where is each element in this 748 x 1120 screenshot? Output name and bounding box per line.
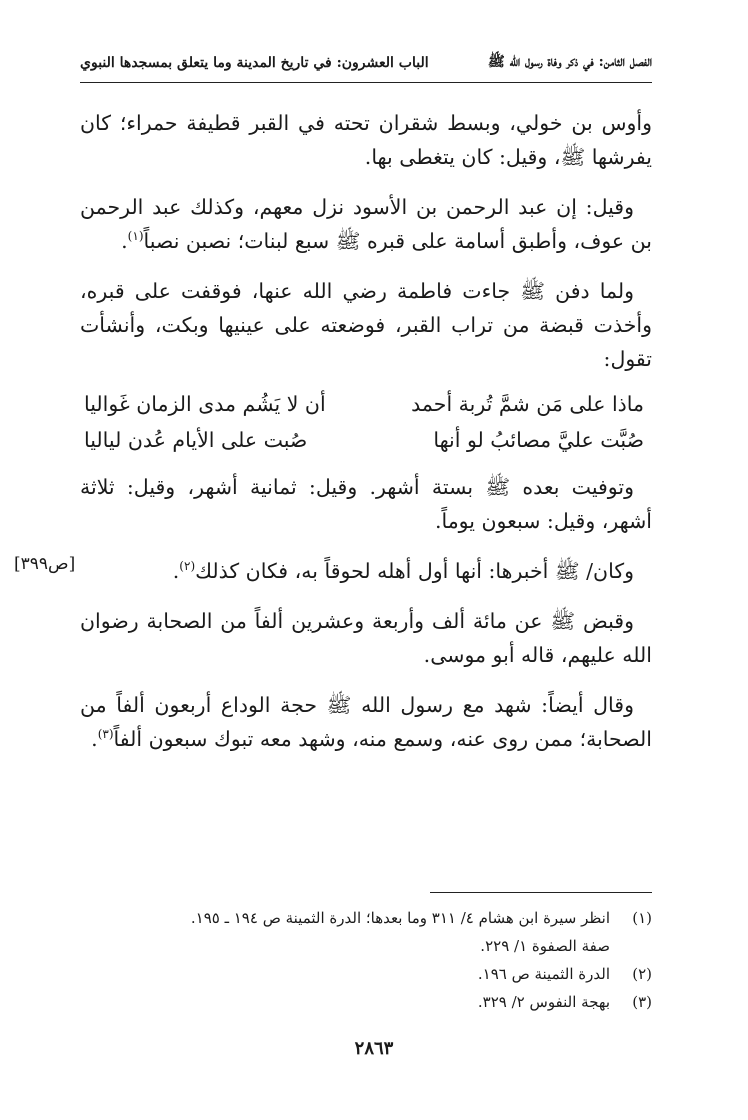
running-header (80, 50, 652, 76)
footnote (80, 904, 652, 932)
footnote-text: انظر سيرة ابن هشام ٤/ ٣١١ وما بعدها؛ الدرة الثمينة ص ١٩٤ ـ ١٩٥. (190, 909, 610, 927)
paragraph: وقال أيضاً: شهد مع رسول الله ﷺ حجة الوداع أربعون ألفاً من الصحابة؛ ممن روى عنه، وسمع منه، وشهد معه تبوك سبعون ألفاً$^{(٣)}$. (80, 693, 652, 751)
poem-verse (80, 422, 652, 458)
footnote-marker[interactable]: (٣) (97, 727, 114, 742)
paragraph: وقيل: إن عبد الرحمن بن الأسود نزل معهم، وكذلك عبد الرحمن بن عوف، وأطبق أسامة على قبره ﷺ سبع لبنات؛ نصبن نصباً$^{(١)}$. (80, 195, 652, 253)
header-rule (80, 82, 652, 83)
body-text (14, 106, 652, 772)
footnote-marker[interactable]: (٢) (179, 559, 196, 574)
paragraph: وقبض ﷺ عن مائة ألف وأربعة وعشرين ألفاً من الصحابة رضوان الله عليهم، قاله أبو موسى. (80, 609, 652, 667)
paragraph-with-margin-ref (14, 554, 652, 588)
page-number: ٢٨٦٣ (354, 1038, 394, 1059)
paragraph: وكان/ ﷺ أخبرها: أنها أول أهله لحوقاً به، فكان كذلك$^{(٢)}$. (172, 559, 634, 583)
verse-second-hemistich: أن لا يَشُم مدى الزمان غَواليا (84, 392, 326, 416)
header-chapter-title: الفصل الثامن: في ذكر وفاة رسول الله ﷺ (487, 54, 652, 70)
verse-second-hemistich: صُبت على الأيام عُدن لياليا (84, 428, 308, 452)
poem-verse (80, 386, 652, 422)
footnote-marker[interactable]: (١) (127, 229, 144, 244)
verse-first-hemistich: ماذا على مَن شمَّ تُربة أحمد (411, 392, 644, 416)
footnote (80, 988, 652, 1016)
poem (80, 386, 652, 458)
paragraph: ولما دفن ﷺ جاءت فاطمة رضي الله عنها، فوقفت على قبره، وأخذت قبضة من تراب القبر، فوضعته على عينيها وبكت، وأنشأت تقول: (80, 279, 652, 371)
header-section-title: الباب العشرون: في تاريخ المدينة وما يتعلق بمسجدها النبوي (80, 55, 429, 71)
footnote (80, 960, 652, 988)
footnote-text: صفة الصفوة ١/ ٢٢٩. (480, 937, 610, 955)
footnotes (80, 904, 652, 1016)
footnote-number: (٣) (632, 993, 652, 1011)
footnote-separator (430, 892, 652, 893)
footnote-number: (٢) (632, 965, 652, 983)
footnote-number: (١) (632, 909, 652, 927)
footnote-continuation (80, 932, 652, 960)
footnote-text: بهجة النفوس ٢/ ٣٢٩. (477, 993, 610, 1011)
verse-first-hemistich: صُبَّت عليَّ مصائبُ لو أنها (433, 428, 644, 452)
paragraph: وتوفيت بعده ﷺ بستة أشهر. وقيل: ثمانية أشهر، وقيل: ثلاثة أشهر، وقيل: سبعون يوماً. (80, 475, 652, 533)
footnote-text: الدرة الثمينة ص ١٩٦. (477, 965, 610, 983)
margin-page-reference: [ص٣٩٩] (14, 554, 76, 574)
paragraph: وأوس بن خولي، وبسط شقران تحته في القبر قطيفة حمراء؛ كان يفرشها ﷺ، وقيل: كان يتغطى بها. (80, 111, 652, 169)
